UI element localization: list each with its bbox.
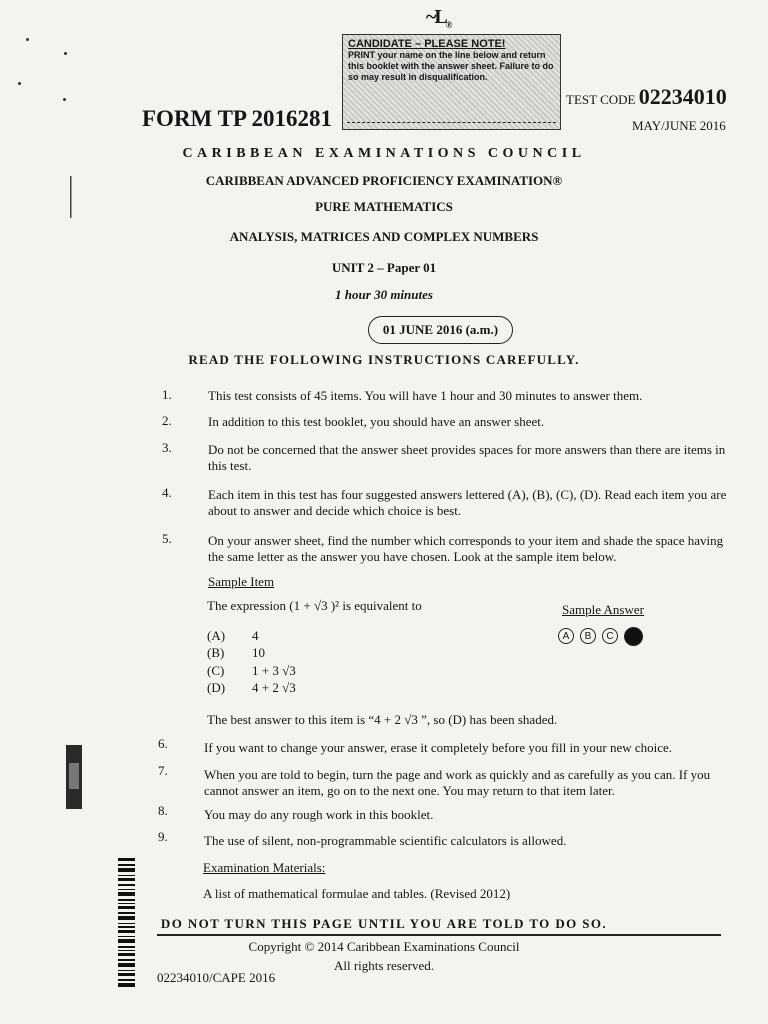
materials-item: A list of mathematical formulae and tables. (Revised 2012) [203, 886, 511, 901]
option-value: 4 [252, 628, 259, 643]
instruction-number: 6. [158, 736, 168, 751]
option-letter: (A) [207, 628, 226, 643]
instruction-number: 9. [158, 829, 168, 844]
rights-reserved: All rights reserved. [333, 958, 434, 973]
candidate-name-line[interactable] [347, 122, 556, 123]
instruction-number: 4. [162, 485, 172, 500]
instruction-text: This test consists of 45 items. You will have 1 hour and 30 minutes to answer them. [208, 388, 643, 403]
test-code-value: 02234010 [638, 84, 727, 109]
sample-question: The expression (1 + √3 )² is equivalent to [207, 598, 422, 613]
margin-dot-icon [18, 82, 21, 85]
instruction-number: 5. [162, 531, 172, 546]
answer-bubble-c: C [602, 628, 618, 644]
answer-bubble-a: A [558, 628, 574, 644]
option-letter: (D) [207, 680, 226, 695]
option-letter: (B) [207, 645, 225, 660]
instruction-number: 1. [162, 387, 172, 402]
footer-code: 02234010/CAPE 2016 [157, 970, 276, 985]
candidate-notice-box [342, 34, 561, 130]
instruction-number: 2. [162, 413, 172, 428]
cxc-logo [426, 6, 452, 29]
answer-bubble-b: B [580, 628, 596, 644]
instruction-text: Each item in this test has four suggested answers lettered (A), (B), (C), (D). Read each item you are about to answer and decide which choice is best. [208, 487, 727, 518]
exam-session: MAY/JUNE 2016 [632, 118, 726, 133]
instruction-text: The use of silent, non-programmable scientific calculators is allowed. [204, 833, 567, 848]
instruction-text: If you want to change your answer, erase it completely before you fill in your new choice. [204, 740, 673, 755]
notice-body: PRINT your name on the line below and return this booklet with the answer sheet. Failure to do so may result in disqualification. [348, 50, 554, 82]
option-value: 1 + 3 √3 [252, 663, 296, 678]
council-title: CARIBBEAN EXAMINATIONS COUNCIL [182, 146, 586, 161]
exam-title: CARIBBEAN ADVANCED PROFICIENCY EXAMINATION® [205, 173, 563, 188]
option-letter: (C) [207, 663, 225, 678]
margin-dot-icon [63, 98, 66, 101]
margin-tick-icon [68, 176, 74, 218]
instruction-text: When you are told to begin, turn the page and work as quickly and as carefully as you can. If you cannot answer an item, go on to the next one. You may return to that item later. [204, 767, 711, 798]
footer-rule [157, 934, 721, 936]
unit-title: UNIT 2 – Paper 01 [331, 260, 437, 275]
margin-dot-icon [26, 38, 29, 41]
notice-title: CANDIDATE – PLEASE NOTE! [348, 38, 506, 50]
test-code [566, 84, 727, 110]
option-value: 4 + 2 √3 [252, 680, 296, 695]
instruction-text: On your answer sheet, find the number which corresponds to your item and shade the space having the same letter as the answer you have chosen. Look at the sample item below. [208, 533, 724, 564]
read-instructions-heading: READ THE FOLLOWING INSTRUCTIONS CAREFULLY. [188, 352, 580, 367]
materials-heading: Examination Materials: [203, 860, 326, 875]
answer-bubbles [558, 628, 643, 646]
topic-title: ANALYSIS, MATRICES AND COMPLEX NUMBERS [229, 229, 539, 244]
logo-mark: ~L [426, 6, 446, 28]
do-not-turn-warning: DO NOT TURN THIS PAGE UNTIL YOU ARE TOLD TO DO SO. [160, 916, 608, 931]
sample-item-heading: Sample Item [208, 574, 275, 589]
margin-dot-icon [64, 52, 67, 55]
registered-mark: ® [445, 20, 453, 30]
sample-answer-heading: Sample Answer [562, 602, 644, 617]
instruction-text: You may do any rough work in this booklet. [204, 807, 434, 822]
duration: 1 hour 30 minutes [335, 287, 433, 302]
barcode-icon [118, 858, 135, 988]
answer-bubble-d-shaded: D [624, 627, 643, 646]
instruction-number: 8. [158, 803, 168, 818]
subject-title: PURE MATHEMATICS [315, 199, 453, 214]
test-code-label: TEST CODE [566, 92, 636, 107]
instruction-number: 3. [162, 440, 172, 455]
instruction-text: In addition to this test booklet, you should have an answer sheet. [208, 414, 545, 429]
instruction-text: Do not be concerned that the answer sheet provides spaces for more answers than there are items in this test. [208, 442, 726, 473]
instruction-number: 7. [158, 763, 168, 778]
form-label: FORM TP 2016281 [142, 106, 332, 131]
copyright: Copyright © 2014 Caribbean Examinations Council [248, 939, 520, 954]
option-value: 10 [252, 645, 265, 660]
margin-stamp-icon [66, 745, 82, 809]
exam-date: 01 JUNE 2016 (a.m.) [368, 316, 513, 344]
best-answer-note: The best answer to this item is “4 + 2 √3 ”, so (D) has been shaded. [207, 712, 558, 727]
